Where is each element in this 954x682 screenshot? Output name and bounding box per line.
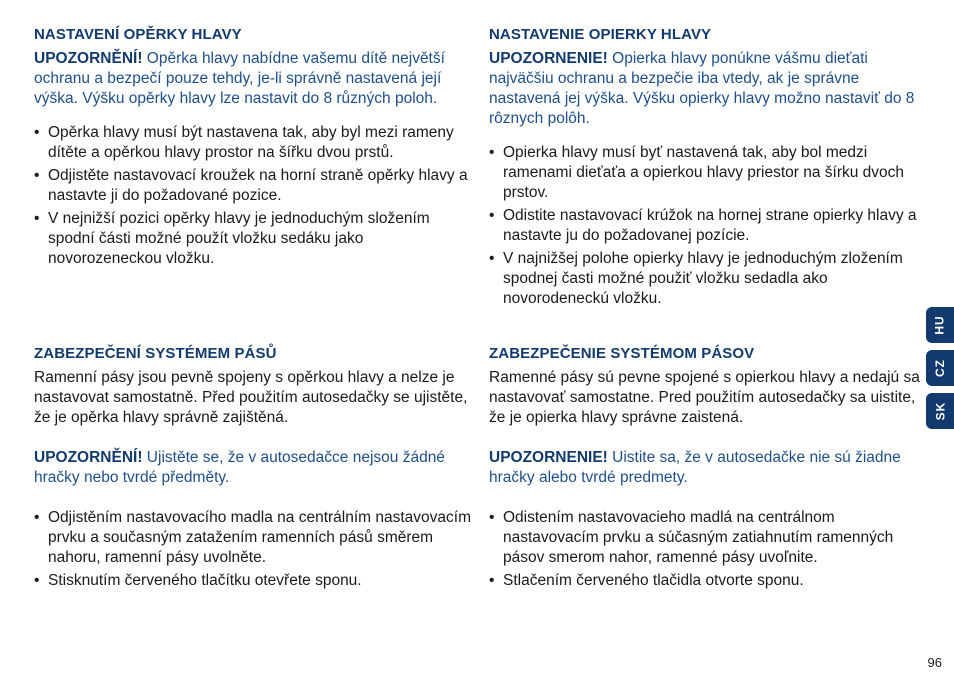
tab-label: SK <box>932 401 947 421</box>
list-item: • Odjistěte nastavovací kroužek na horní straně opěrky hlavy a nastavte ji do požadované pozice. <box>34 166 474 206</box>
tab-hu[interactable] <box>926 307 954 343</box>
section-headrest-sk <box>489 25 929 312</box>
warning-text: Opierka hlavy ponúkne vášmu dieťati najväčšiu ochranu a bezpečie iba vtedy, ak je správne nastavená jej výška. Výšku opierky hlavy možno nastaviť do 8 rôznych polôh. <box>489 50 915 127</box>
warning-harness-cz <box>34 448 474 488</box>
warning-label: UPOZORNENIE! <box>489 50 608 67</box>
warning-harness-sk <box>489 448 929 488</box>
list-item: • Stisknutím červeného tlačítku otevřete sponu. <box>34 571 474 591</box>
bullet-list <box>34 123 474 269</box>
warning-text: Opěrka hlavy nabídne vašemu dítě největší ochranu a bezpečí pouze tehdy, je-li správně nastavená její výška. Výšku opěrky hlavy lze nastavit do 8 různých poloh. <box>34 50 445 107</box>
tab-label: CZ <box>933 359 947 377</box>
section-headrest-cz <box>34 25 474 272</box>
bullet-list <box>489 508 929 591</box>
warning-label: UPOZORNĚNÍ! <box>34 50 143 67</box>
warning-text: Uistite sa, že v autosedačke nie sú žiadne hračky alebo tvrdé predmety. <box>489 449 901 486</box>
warning-label: UPOZORNĚNÍ! <box>34 449 143 466</box>
paragraph-harness-sk: Ramenné pásy sú pevne spojené s opierkou hlavy a nedajú sa nastavovať samostatne. Pred použitím autosedačky sa uistite, že je opierka hlavy správne zaistená. <box>489 369 920 426</box>
tab-cz[interactable] <box>926 350 954 386</box>
list-item: • Odistením nastavovacieho madlá na centrálnom nastavovacím prvku a súčasným zatiahnutím ramenných pásov smerom nahor, ramenné pásy uvoľnite. <box>489 508 929 568</box>
tab-sk[interactable] <box>926 393 954 429</box>
heading-headrest-cz: NASTAVENÍ OPĚRKY HLAVY <box>34 26 242 43</box>
list-item: • Opierka hlavy musí byť nastavená tak, aby bol medzi ramenami dieťaťa a opierkou hlavy priestor na šírku dvoch prstov. <box>489 143 929 203</box>
list-item: • Odjistěním nastavovacího madla na centrálním nastavovacím prvku a současným zatažením ramenních pásů směrem nahoru, ramenní pásy uvolněte. <box>34 508 474 568</box>
list-item: • V najnižšej polohe opierky hlavy je jednoduchým zložením spodnej časti možné použiť vložku sedadla ako novorodeneckú vložku. <box>489 249 929 309</box>
warning-text: Ujistěte se, že v autosedačce nejsou žádné hračky nebo tvrdé předměty. <box>34 449 445 486</box>
heading-headrest-sk: NASTAVENIE OPIERKY HLAVY <box>489 26 712 43</box>
list-item: • V nejnižší pozici opěrky hlavy je jednoduchým složením spodní části možné použít vložku sedáku jako novorozeneckou vložku. <box>34 209 474 269</box>
paragraph-harness-cz: Ramenní pásy jsou pevně spojeny s opěrkou hlavy a nelze je nastavovat samostatně. Před použitím autosedačky se ujistěte, že je opěrka hlavy správně zajištěná. <box>34 369 468 426</box>
bullet-list <box>34 508 474 591</box>
heading-harness-cz: ZABEZPEČENÍ SYSTÉMEM PÁSŮ <box>34 345 277 362</box>
page-number: 96 <box>927 655 942 670</box>
warning-headrest-sk <box>489 49 929 129</box>
list-item: • Opěrka hlavy musí být nastavena tak, aby byl mezi rameny dítěte a opěrkou hlavy prostor na šířku dvou prstů. <box>34 123 474 163</box>
list-item: • Stlačením červeného tlačidla otvorte sponu. <box>489 571 929 591</box>
language-tabs <box>926 307 954 436</box>
section-harness-sk <box>489 344 929 594</box>
section-harness-cz <box>34 344 474 594</box>
tab-label: HU <box>933 315 947 335</box>
heading-harness-sk: ZABEZPEČENIE SYSTÉMOM PÁSOV <box>489 345 755 362</box>
bullet-list <box>489 143 929 309</box>
warning-label: UPOZORNENIE! <box>489 449 608 466</box>
warning-headrest-cz <box>34 49 474 109</box>
list-item: • Odistite nastavovací krúžok na hornej strane opierky hlavy a nastavte ju do požadovanej pozície. <box>489 206 929 246</box>
